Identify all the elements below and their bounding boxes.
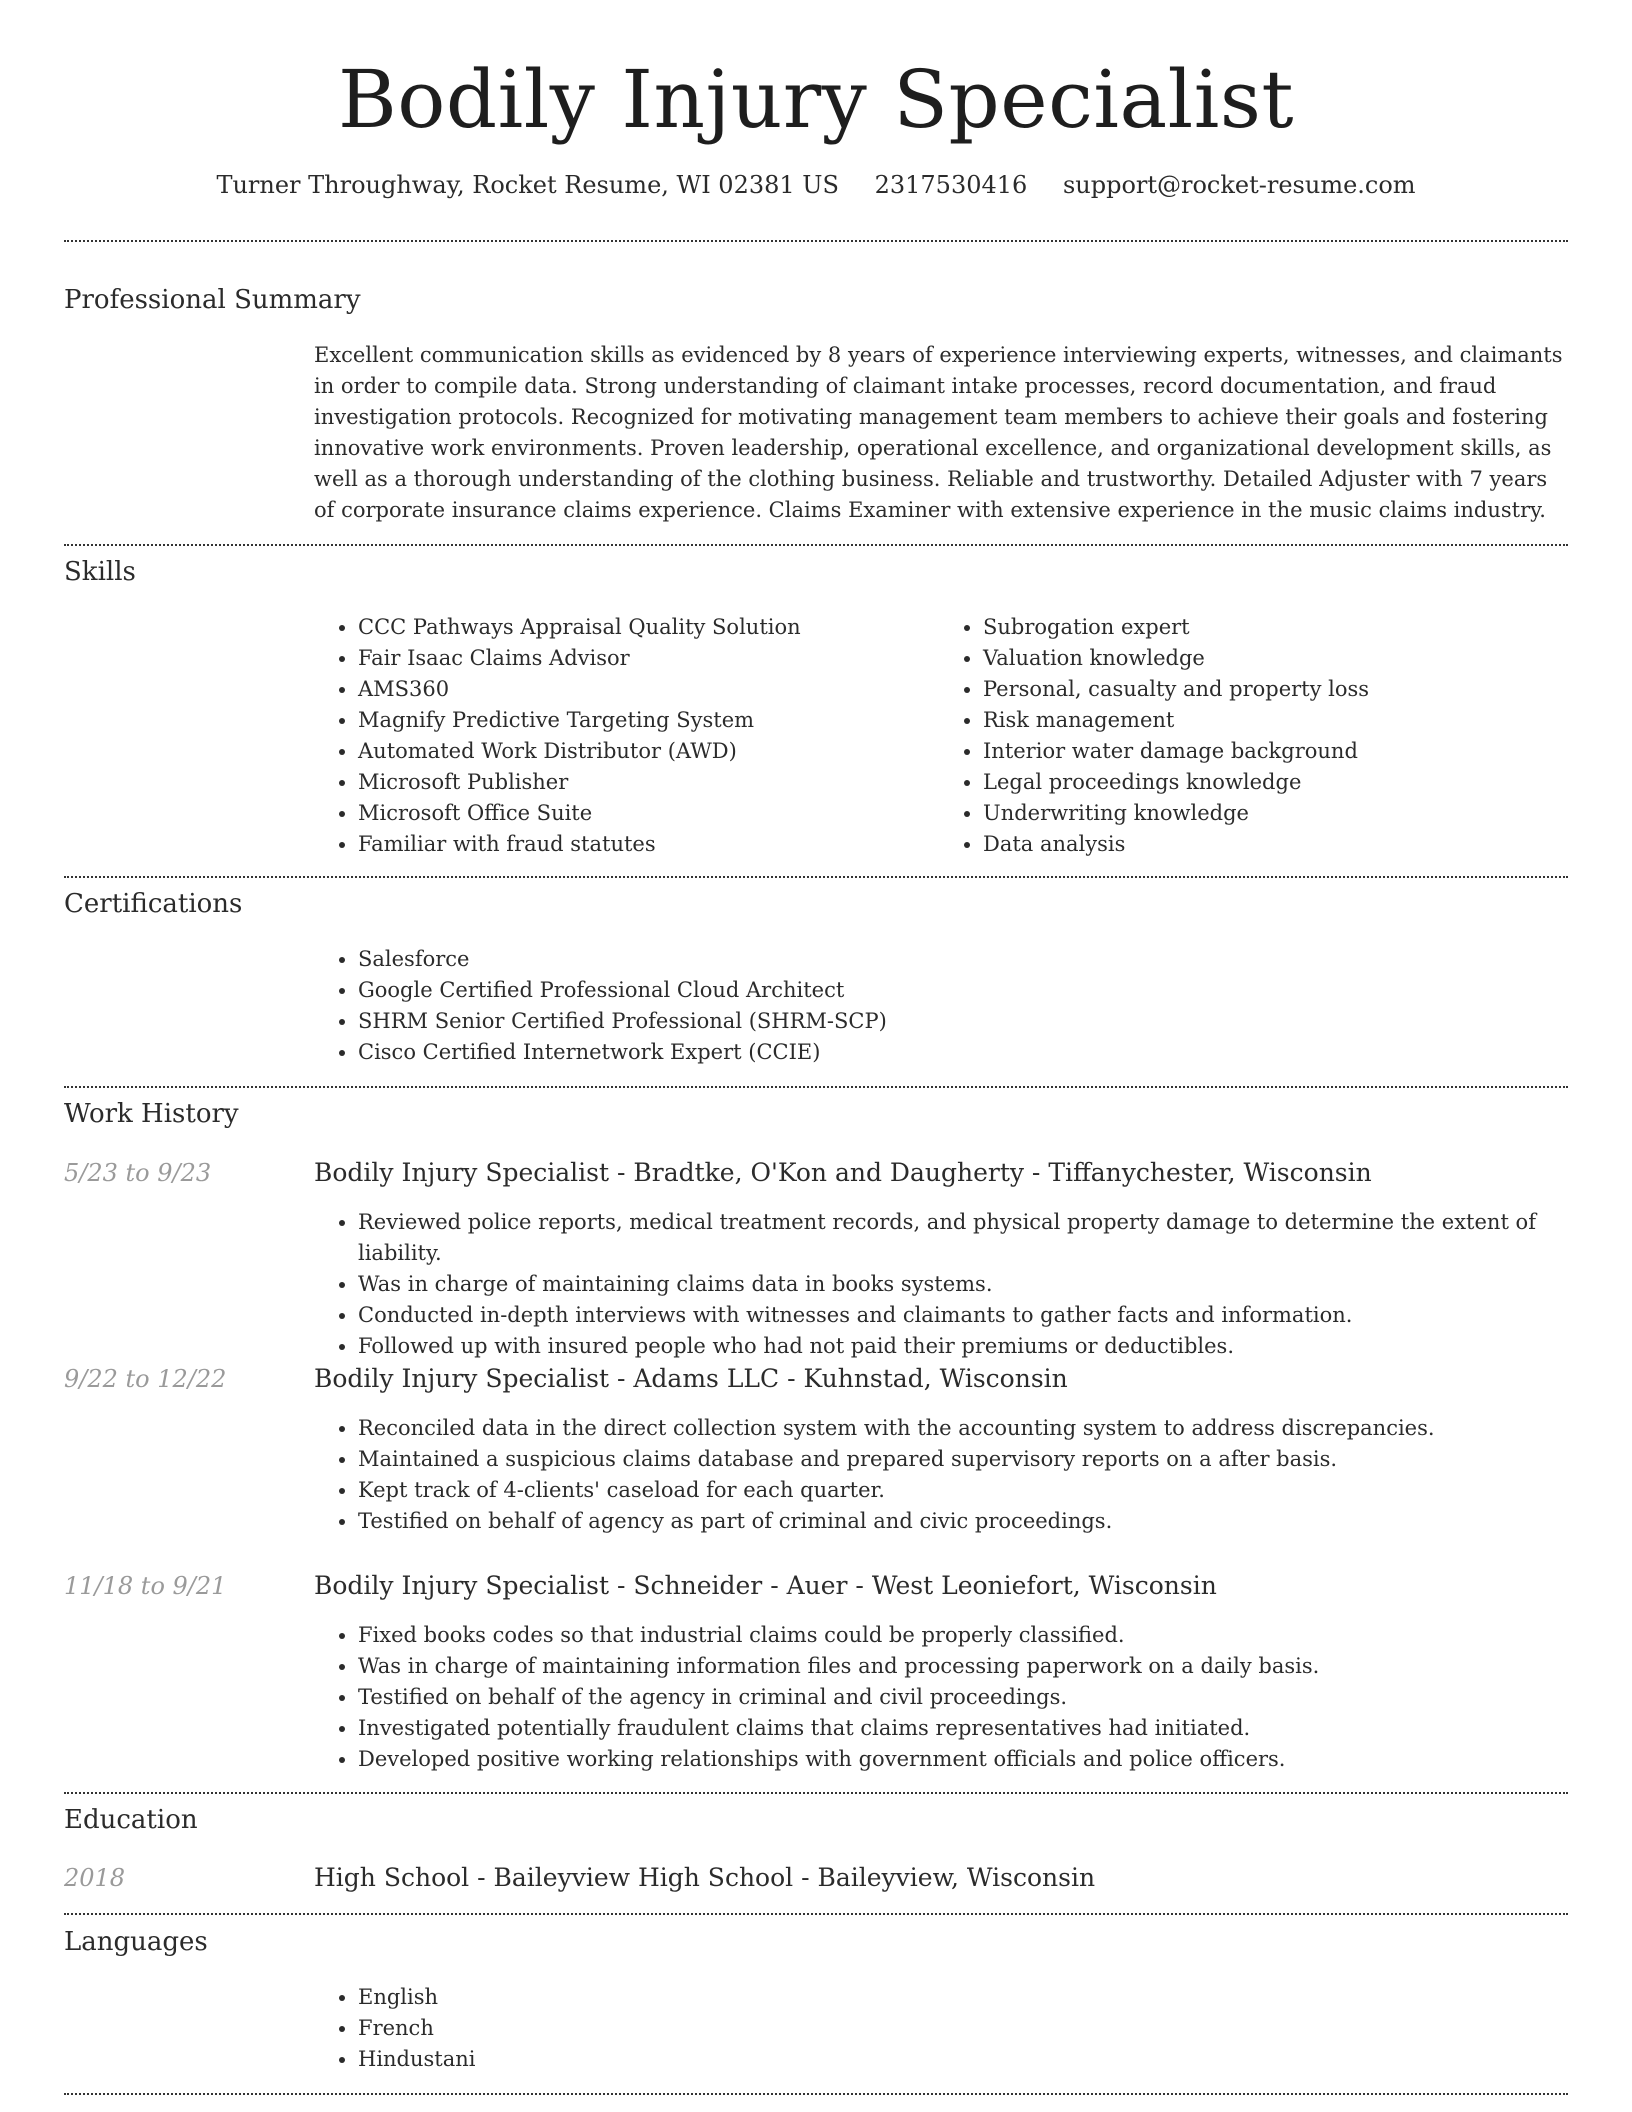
skills-list-right bbox=[939, 612, 1564, 860]
certifications-list bbox=[314, 944, 1564, 1068]
certification-item: • Cisco Certified Internetwork Expert (CCIE) bbox=[358, 1037, 1564, 1068]
certification-item: • Google Certified Professional Cloud Architect bbox=[358, 975, 1564, 1006]
contact-line bbox=[0, 168, 1632, 202]
skill-item: • Familiar with fraud statutes bbox=[358, 829, 939, 860]
skill-item: • Personal, casualty and property loss bbox=[983, 674, 1564, 705]
skill-item: • Subrogation expert bbox=[983, 612, 1564, 643]
skill-item: • Interior water damage background bbox=[983, 736, 1564, 767]
skills-list-left bbox=[314, 612, 939, 860]
job-details bbox=[314, 1413, 1564, 1537]
skills-section bbox=[314, 612, 1564, 860]
divider bbox=[64, 1086, 1568, 1088]
language-item: • Hindustani bbox=[358, 2044, 1564, 2075]
job-bullet: • Developed positive working relationships with government officials and police officers. bbox=[358, 1744, 1564, 1775]
contact-address: Turner Throughway, Rocket Resume, WI 02381 US bbox=[216, 171, 839, 199]
skill-item: • Underwriting knowledge bbox=[983, 798, 1564, 829]
language-item: • English bbox=[358, 1982, 1564, 2013]
job-title: Bodily Injury Specialist - Schneider - Auer - West Leoniefort, Wisconsin bbox=[314, 1571, 1217, 1600]
job-dates: 5/23 to 9/23 bbox=[64, 1159, 212, 1187]
divider bbox=[64, 1792, 1568, 1794]
job-title: Bodily Injury Specialist - Bradtke, O'Kon and Daugherty - Tiffanychester, Wisconsin bbox=[314, 1158, 1372, 1187]
skill-item: • Legal proceedings knowledge bbox=[983, 767, 1564, 798]
language-item: • French bbox=[358, 2013, 1564, 2044]
summary-text: Excellent communication skills as evidenced by 8 years of experience interviewing experts, witnesses, and claimants in order to compile data. Strong understanding of claimant intake processes, record documentation, and fraud investigation protocols. Recognized for motivating management team members to achieve their goals and fostering innovative work environments. Proven leadership, operational excellence, and organizational development skills, as well as a thorough understanding of the clothing business. Reliable and trustworthy. Detailed Adjuster with 7 years of corporate insurance claims experience. Claims Examiner with extensive experience in the music claims industry. bbox=[314, 343, 1563, 522]
skills-heading: Skills bbox=[64, 557, 136, 587]
job-dates: 11/18 to 9/21 bbox=[64, 1572, 227, 1600]
job-bullet: • Followed up with insured people who had not paid their premiums or deductibles. bbox=[358, 1331, 1564, 1362]
skill-item: • Microsoft Publisher bbox=[358, 767, 939, 798]
skill-item: • Automated Work Distributor (AWD) bbox=[358, 736, 939, 767]
certifications-section bbox=[314, 944, 1564, 1068]
certifications-heading: Certifications bbox=[64, 889, 243, 919]
divider bbox=[64, 544, 1568, 546]
skill-item: • Valuation knowledge bbox=[983, 643, 1564, 674]
job-bullets bbox=[314, 1207, 1564, 1362]
skill-item: • AMS360 bbox=[358, 674, 939, 705]
skill-item: • Microsoft Office Suite bbox=[358, 798, 939, 829]
education-year: 2018 bbox=[64, 1864, 126, 1892]
certification-item: • SHRM Senior Certified Professional (SHRM-SCP) bbox=[358, 1006, 1564, 1037]
job-bullets bbox=[314, 1413, 1564, 1537]
job-bullet: • Fixed books codes so that industrial claims could be properly classified. bbox=[358, 1620, 1564, 1651]
job-bullet: • Testified on behalf of agency as part of criminal and civic proceedings. bbox=[358, 1506, 1564, 1537]
job-bullet: • Reviewed police reports, medical treatment records, and physical property damage to determine the extent of liability. bbox=[358, 1207, 1564, 1269]
job-bullet: • Reconciled data in the direct collection system with the accounting system to address discrepancies. bbox=[358, 1413, 1564, 1444]
divider bbox=[64, 240, 1568, 242]
divider bbox=[64, 876, 1568, 878]
skill-item: • CCC Pathways Appraisal Quality Solution bbox=[358, 612, 939, 643]
job-bullet: • Was in charge of maintaining information files and processing paperwork on a daily basis. bbox=[358, 1651, 1564, 1682]
job-bullet: • Investigated potentially fraudulent claims that claims representatives had initiated. bbox=[358, 1713, 1564, 1744]
candidate-name: Bodily Injury Specialist bbox=[337, 53, 1295, 146]
work-history-heading: Work History bbox=[64, 1099, 239, 1129]
skill-item: • Fair Isaac Claims Advisor bbox=[358, 643, 939, 674]
education-heading: Education bbox=[64, 1805, 198, 1835]
divider bbox=[64, 2093, 1568, 2095]
job-bullet: • Conducted in-depth interviews with witnesses and claimants to gather facts and information. bbox=[358, 1300, 1564, 1331]
skill-item: • Data analysis bbox=[983, 829, 1564, 860]
job-details bbox=[314, 1620, 1564, 1775]
job-bullets bbox=[314, 1620, 1564, 1775]
languages-list bbox=[314, 1982, 1564, 2075]
divider bbox=[64, 1913, 1568, 1915]
skill-item: • Risk management bbox=[983, 705, 1564, 736]
contact-email: support@rocket-resume.com bbox=[1062, 171, 1416, 199]
summary-heading: Professional Summary bbox=[64, 285, 361, 315]
job-details bbox=[314, 1207, 1564, 1362]
certification-item: • Salesforce bbox=[358, 944, 1564, 975]
languages-section bbox=[314, 1982, 1564, 2075]
job-dates: 9/22 to 12/22 bbox=[64, 1365, 227, 1393]
skill-item: • Magnify Predictive Targeting System bbox=[358, 705, 939, 736]
education-degree: High School - Baileyview High School - Baileyview, Wisconsin bbox=[314, 1863, 1096, 1892]
resume-header bbox=[0, 0, 1632, 202]
summary-section bbox=[314, 340, 1564, 526]
job-title: Bodily Injury Specialist - Adams LLC - Kuhnstad, Wisconsin bbox=[314, 1364, 1068, 1393]
contact-phone: 2317530416 bbox=[874, 171, 1028, 199]
languages-heading: Languages bbox=[64, 1927, 208, 1957]
job-bullet: • Was in charge of maintaining claims data in books systems. bbox=[358, 1269, 1564, 1300]
job-bullet: • Testified on behalf of the agency in criminal and civil proceedings. bbox=[358, 1682, 1564, 1713]
job-bullet: • Kept track of 4-clients' caseload for each quarter. bbox=[358, 1475, 1564, 1506]
job-bullet: • Maintained a suspicious claims database and prepared supervisory reports on a after basis. bbox=[358, 1444, 1564, 1475]
